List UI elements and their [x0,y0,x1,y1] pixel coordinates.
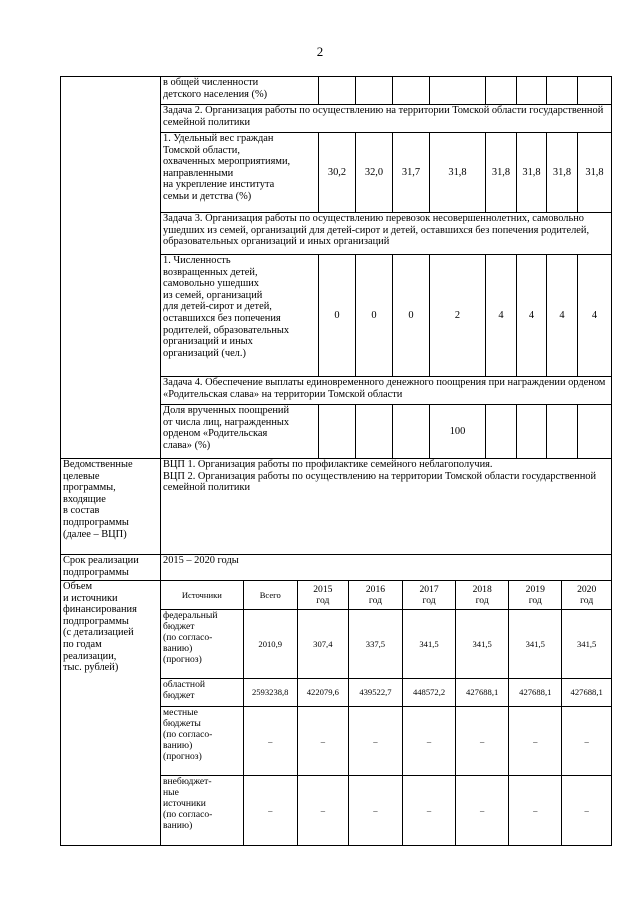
finance-value: – [403,775,456,845]
finance-data-row [161,609,611,678]
indicator-label: 1. Удельный вес граждан Томской области, охваченных мероприятиями, направленными на укрепление института семьи и детства (%) [161,133,319,213]
indicator-value [319,405,356,459]
finance-value: 341,5 [403,609,456,678]
finance-data-row [161,678,611,706]
indicator-value: 0 [319,255,356,377]
finance-value: 337,5 [348,609,402,678]
finance-header: 2019 год [509,581,562,609]
indicator-value [547,77,578,105]
finance-value: 341,5 [456,609,509,678]
finance-value: – [403,706,456,775]
indicator-value: 31,8 [547,133,578,213]
period-label: Срок реализации подпрограммы [61,555,161,581]
indicator-value [517,405,547,459]
indicator-value [517,77,547,105]
finance-value: 448572,2 [403,678,456,706]
indicator-value: 4 [578,255,612,377]
indicator-value: 2 [430,255,486,377]
indicator-value: 0 [393,255,430,377]
finance-value: 341,5 [562,609,611,678]
finance-value: 427688,1 [562,678,611,706]
finance-value: – [509,706,562,775]
finance-header: 2016 год [348,581,402,609]
finance-row [61,581,612,846]
finance-value: – [348,775,402,845]
vcp-label: Ведомственные целевые программы, входящие в состав подпрограммы (далее – ВЦП) [61,459,161,555]
vcp-row [61,459,612,555]
finance-value: – [243,775,297,845]
finance-value: – [562,706,611,775]
finance-value: 422079,6 [297,678,348,706]
indicator-value: 31,8 [578,133,612,213]
finance-header-row [161,581,611,609]
indicator-value: 31,7 [393,133,430,213]
finance-label: Объем и источники финансирования подпрограммы (с детализацией по годам реализации, тыс. рублей) [61,581,161,846]
indicator-value: 4 [517,255,547,377]
finance-header: 2020 год [562,581,611,609]
indicator-value [578,77,612,105]
indicator-value [356,405,393,459]
period-row [61,555,612,581]
finance-value: – [243,706,297,775]
indicator-value: 100 [430,405,486,459]
indicator-value: 4 [486,255,517,377]
page-number: 2 [316,44,324,59]
finance-value: 439522,7 [348,678,402,706]
finance-value: 307,4 [297,609,348,678]
indicator-value [578,405,612,459]
indicators-label-cell [61,77,161,459]
finance-value: 427688,1 [509,678,562,706]
finance-header: 2018 год [456,581,509,609]
finance-header: Источники [161,581,243,609]
finance-header: 2015 год [297,581,348,609]
indicator-value [486,77,517,105]
indicator-label: Доля врученных поощрений от числа лиц, награжденных орденом «Родительская слава» (%) [161,405,319,459]
indicator-value [393,405,430,459]
indicator-value [430,77,486,105]
finance-data-row [161,706,611,775]
task-text: Задача 2. Организация работы по осуществлению на территории Томской области государственной семейной политики [161,105,612,133]
passport-table [60,76,612,846]
indicator-value [393,77,430,105]
finance-value: – [297,706,348,775]
indicator-value [319,77,356,105]
indicator-value [547,405,578,459]
finance-value: 341,5 [509,609,562,678]
finance-header: Всего [243,581,297,609]
finance-source: внебюджет- ные источники (по согласо- ванию) [161,775,243,845]
finance-source: областной бюджет [161,678,243,706]
indicator-value [356,77,393,105]
indicator-value: 31,8 [486,133,517,213]
finance-value: – [509,775,562,845]
finance-value: – [297,775,348,845]
indicator-value: 31,8 [430,133,486,213]
finance-value: – [348,706,402,775]
finance-table [161,581,611,845]
indicator-value: 31,8 [517,133,547,213]
finance-value: – [456,706,509,775]
indicator-value: 4 [547,255,578,377]
indicator-value: 30,2 [319,133,356,213]
finance-value: 2010,9 [243,609,297,678]
indicator-label: 1. Численность возвращенных детей, самовольно ушедших из семей, организаций для детей-сирот и детей, оставшихся без попечения родителей, образовательных организаций и иных организаций (чел.) [161,255,319,377]
task-text: Задача 3. Организация работы по осуществлению перевозок несовершеннолетних, самовольно ушедших из семей, организаций для детей-сирот и детей, оставшихся без попечения родителей, образовательных организаций и иных организаций [161,213,612,255]
indicator-label: в общей численности детского населения (%) [161,77,319,105]
finance-value: 427688,1 [456,678,509,706]
indicator-row [61,77,612,105]
task-text: Задача 4. Обеспечение выплаты единовременного денежного поощрения при награждении орденом «Родительская слава» на территории Томской области [161,377,612,405]
finance-source: федеральный бюджет (по согласо- ванию) (прогноз) [161,609,243,678]
finance-value: 2593238,8 [243,678,297,706]
finance-source: местные бюджеты (по согласо- ванию) (прогноз) [161,706,243,775]
finance-header: 2017 год [403,581,456,609]
indicator-value [486,405,517,459]
vcp-text: ВЦП 1. Организация работы по профилактике семейного неблагополучия. ВЦП 2. Организация работы по осуществлению на территории Томской области государственной семейной политики [161,459,612,555]
finance-value: – [456,775,509,845]
finance-value: – [562,775,611,845]
period-text: 2015 – 2020 годы [161,555,612,581]
finance-data-row [161,775,611,845]
indicator-value: 32,0 [356,133,393,213]
indicator-value: 0 [356,255,393,377]
